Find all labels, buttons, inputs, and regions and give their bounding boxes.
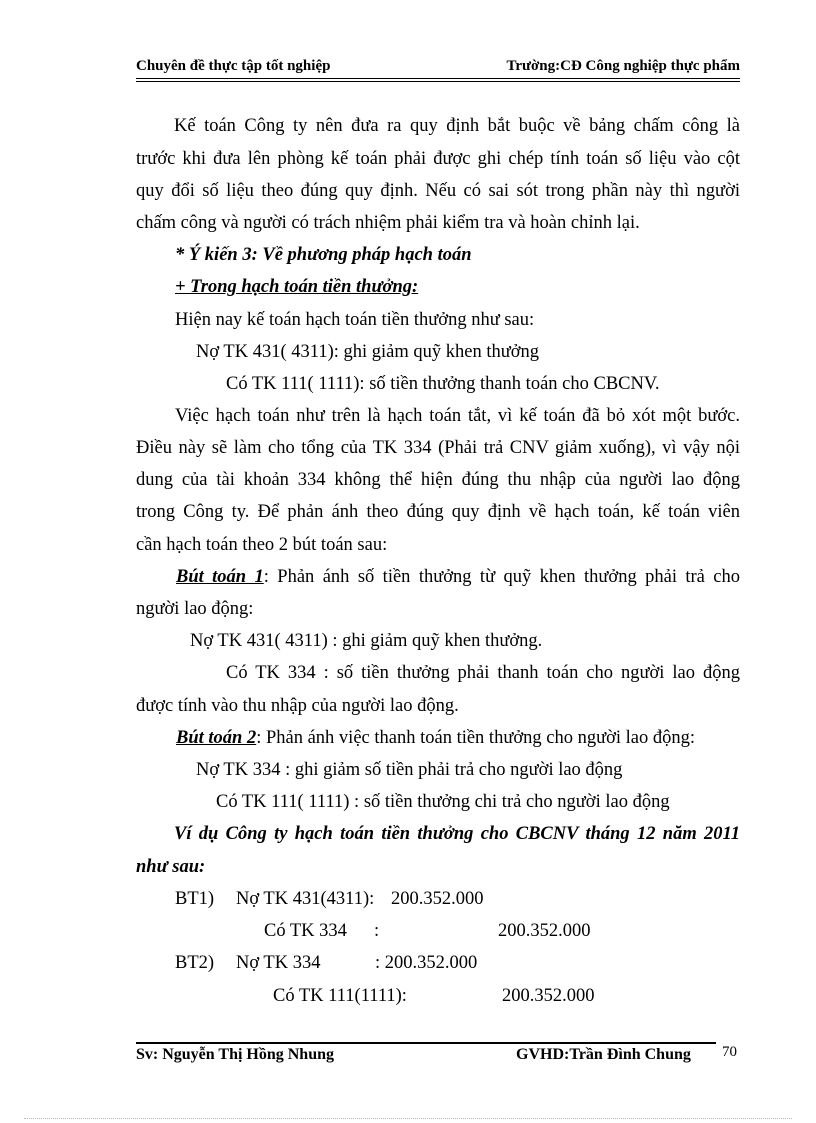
paragraph-1-line-2: trước khi đưa lên phòng kế toán phải được ghi chép tính toán số liệu vào cột [136,149,740,169]
paragraph-2-line-5: cần hạch toán theo 2 bút toán sau: [136,535,388,555]
example-heading-line-1: Ví dụ Công ty hạch toán tiền thưởng cho CBCNV tháng 12 năm 2011 [174,824,740,844]
entry-1-description-line-2: người lao động: [136,599,254,619]
example-heading-line-2: như sau: [136,857,206,877]
header-title: Chuyên đề thực tập tốt nghiệp [136,58,331,74]
bt1-debit-amount: 200.352.000 [391,889,484,909]
bt2-tag: BT2) [175,953,215,973]
entry-2-text: : Phản ánh việc thanh toán tiền thưởng cho người lao động: [256,728,696,748]
bt2-debit-account: Nợ TK 334 [236,953,321,973]
bt2-credit-amount: 200.352.000 [502,986,595,1006]
paragraph-1-line-3: quy đổi số liệu theo đúng quy định. Nếu có sai sót trong phần này thì người [136,181,740,201]
header-rule [136,78,740,79]
footer-student: Sv: Nguyễn Thị Hồng Nhung [136,1046,334,1063]
bt2-debit-amount: : 200.352.000 [375,953,478,973]
current-debit-entry: Nợ TK 431( 4311): ghi giảm quỹ khen thưởng [196,342,540,362]
bt1-debit-account: Nợ TK 431(4311): [236,889,375,909]
paragraph-1-line-4: chấm công và người có trách nhiệm phải kiểm tra và hoàn chỉnh lại. [136,213,640,233]
bt1-tag: BT1) [175,889,215,909]
page-bottom-border [24,1118,792,1119]
entry-2-credit: Có TK 111( 1111) : số tiền thưởng chi trả cho người lao động [216,792,670,812]
paragraph-2-line-2: Điều này sẽ làm cho tổng của TK 334 (Phải trả CNV giảm xuống), vì vậy nội [136,438,740,458]
paragraph-2-line-1: Việc hạch toán như trên là hạch toán tắt, vì kế toán đã bỏ xót một bước. [175,406,740,426]
entry-1-description [136,566,740,588]
bt1-credit-colon: : [374,921,380,941]
paragraph-2-line-3: dung của tài khoản 334 không thể hiện đúng thu nhập của người lao động [136,470,740,490]
footer-rule [136,1042,716,1044]
entry-2-description [176,727,695,749]
entry-1-credit-line-1: Có TK 334 : số tiền thưởng phải thanh toán cho người lao động [226,663,740,683]
current-method-intro: Hiện nay kế toán hạch toán tiền thưởng như sau: [175,310,535,330]
entry-1-label: Bút toán 1 [176,567,264,587]
page-number: 70 [722,1044,737,1060]
header-rule-thin [136,81,740,82]
header-school: Trường:CĐ Công nghiệp thực phẩm [506,58,740,74]
entry-1-credit-line-2: được tính vào thu nhập của người lao động. [136,696,459,716]
bt1-credit-account: Có TK 334 [264,921,347,941]
bt2-credit-account: Có TK 111(1111): [273,986,407,1006]
page-header [136,56,740,80]
bonus-accounting-subheading: + Trong hạch toán tiền thưởng: [175,277,419,297]
entry-1-debit: Nợ TK 431( 4311) : ghi giảm quỹ khen thưởng. [190,631,543,651]
paragraph-2-line-4: trong Công ty. Để phản ánh theo đúng quy định về hạch toán, kế toán viên [136,502,740,522]
entry-1-text: : Phản ánh số tiền thưởng từ quỹ khen thưởng phải trả cho [263,567,740,587]
bt1-credit-amount: 200.352.000 [498,921,591,941]
footer-advisor: GVHD:Trần Đình Chung [516,1046,691,1063]
opinion-3-heading: * Ý kiến 3: Về phương pháp hạch toán [175,245,472,265]
entry-2-debit: Nợ TK 334 : ghi giảm số tiền phải trả cho người lao động [196,760,623,780]
current-credit-entry: Có TK 111( 1111): số tiền thưởng thanh toán cho CBCNV. [226,374,660,394]
paragraph-1-line-1: Kế toán Công ty nên đưa ra quy định bắt buộc về bảng chấm công là [174,116,740,136]
entry-2-label: Bút toán 2 [176,728,257,748]
